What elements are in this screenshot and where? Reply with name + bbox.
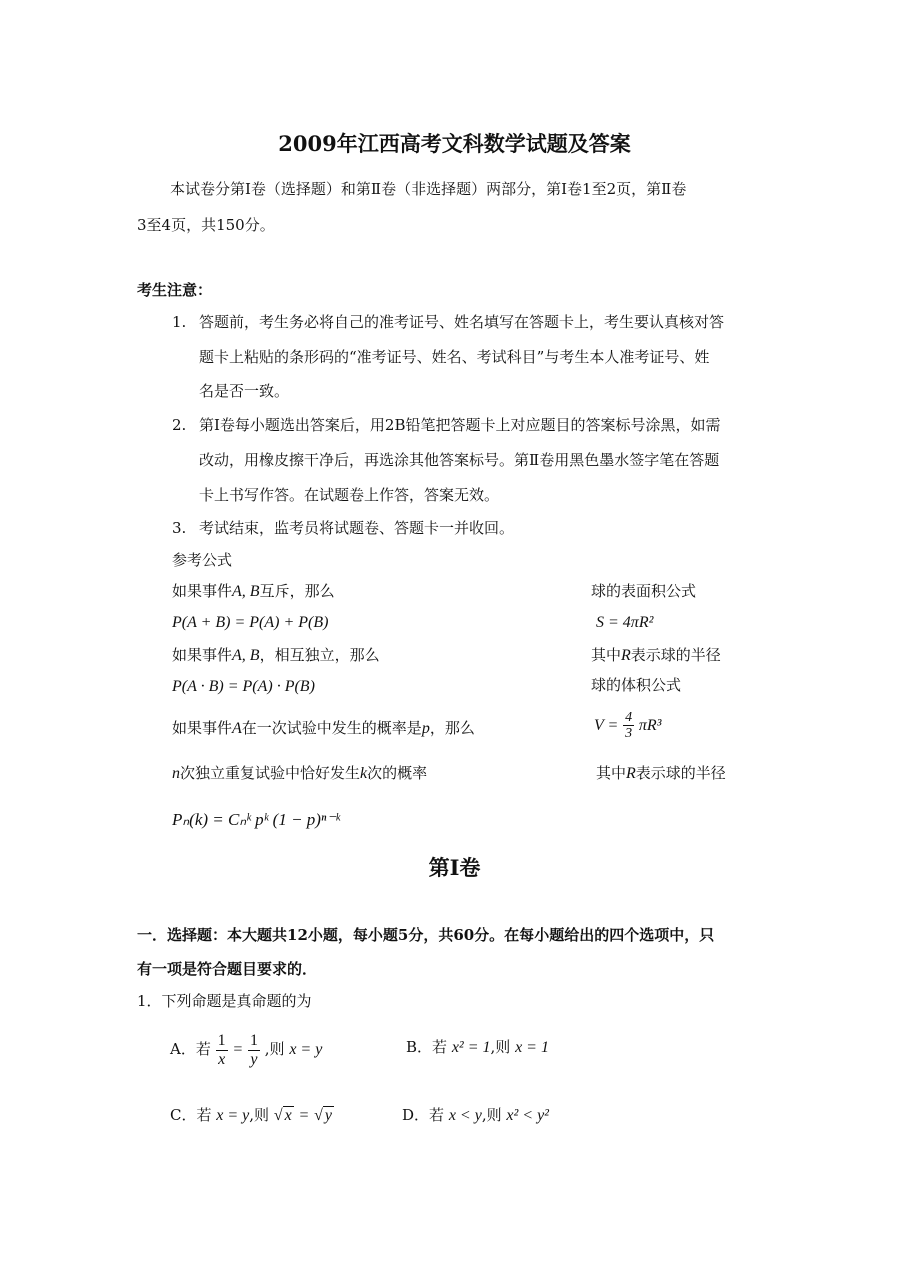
option-a-num-2: 1 (249, 1032, 258, 1049)
option-a-conclusion: x = y (289, 1041, 323, 1059)
part1-line-2: 有一项是符合题目要求的． (137, 960, 318, 978)
intro-line-2: 3至4页，共150分。 (137, 216, 275, 234)
formula-left-1 (172, 584, 335, 600)
note-2-line-1: 第Ⅰ卷每小题选出答案后，用2B铅笔把答题卡上对应题目的答案标号涂黑，如需 (199, 416, 721, 434)
formula-right-3-math: R (621, 647, 631, 664)
formula-right-4: 球的体积公式 (591, 676, 682, 694)
option-a-then: ,则 (264, 1040, 285, 1059)
note-2-line-2: 改动，用橡皮擦干净后，再选涂其他答案标号。第Ⅱ卷用黑色墨水签字笔在答题 (199, 451, 720, 469)
option-d-condition: x < y (448, 1107, 482, 1124)
notice-heading: 考生注意： (137, 281, 213, 299)
note-3-number: 3. (172, 519, 187, 537)
formula-right-3-pre: 其中 (591, 646, 622, 664)
question-1-option-a (170, 1032, 322, 1068)
section-title: 第Ⅰ卷 (428, 855, 481, 880)
intro-line-1: 本试卷分第Ⅰ卷（选择题）和第Ⅱ卷（非选择题）两部分，第Ⅰ卷1至2页，第Ⅱ卷 (170, 180, 687, 198)
note-2-line-3: 卡上书写作答。在试题卷上作答，答案无效。 (199, 486, 500, 504)
formula-volume-lhs: V = (594, 716, 619, 734)
option-c-condition: x = y (216, 1107, 250, 1124)
option-d-label: D．若 (402, 1106, 445, 1124)
note-1-line-3: 名是否一致。 (199, 382, 290, 400)
option-d-then: ,则 (481, 1106, 502, 1124)
question-1-option-b (406, 1040, 549, 1056)
option-a-label: A．若 (170, 1040, 211, 1059)
formula-volume-rhs: πR³ (638, 716, 662, 734)
option-d-conclusion: x² < y² (506, 1107, 549, 1124)
option-c-sqrt-left-radicand: x (284, 1107, 292, 1124)
note-1-line-1: 答题前，考生务必将自己的准考证号、姓名填写在答题卡上，考生要认真核对答 (199, 313, 725, 331)
formula-right-1: 球的表面积公式 (591, 582, 697, 600)
formula-left-6-k: k (360, 765, 368, 782)
note-2-number: 2. (172, 416, 187, 434)
formula-left-1-math: A, B (232, 583, 260, 600)
formula-right-6-math: R (626, 765, 636, 782)
option-a-fraction-2 (248, 1032, 260, 1068)
formula-left-1-post: 互斥，那么 (259, 582, 335, 600)
formula-left-3-pre: 如果事件 (172, 646, 233, 664)
formula-volume-numerator: 4 (625, 710, 633, 725)
formula-left-5 (172, 721, 475, 737)
note-1-line-2: 题卡上粘贴的条形码的“准考证号、姓名、考试科目”与考生本人准考证号、姓 (199, 348, 710, 366)
formulas-heading: 参考公式 (172, 551, 233, 569)
formula-multiplication-rule: P(A · B) = P(A) · P(B) (172, 678, 315, 695)
formula-left-5-a: A (232, 720, 242, 737)
formula-left-3 (172, 648, 380, 664)
option-c-sqrt-right: √ y (314, 1107, 332, 1124)
option-c-then: ,则 (249, 1106, 270, 1124)
formula-left-5-mid: 在一次试验中发生的概率是 (241, 719, 422, 737)
formula-right-3-post: 表示球的半径 (630, 646, 721, 664)
question-1-option-d (402, 1108, 549, 1124)
option-b-condition: x² = 1 (451, 1039, 491, 1056)
option-a-equals: = (232, 1041, 244, 1059)
formula-left-3-post: ，相互独立，那么 (259, 646, 380, 664)
document-title: 2009年江西高考文科数学试题及答案 (278, 131, 631, 156)
formula-left-5-pre: 如果事件 (172, 719, 233, 737)
option-b-then: ,则 (490, 1038, 511, 1056)
formula-sphere-volume (594, 710, 661, 742)
option-a-den-2: y (250, 1050, 258, 1068)
formula-left-1-pre: 如果事件 (172, 582, 233, 600)
formula-left-3-math: A, B (232, 647, 260, 664)
formula-right-6-post: 表示球的半径 (635, 764, 726, 782)
formula-addition-rule: P(A + B) = P(A) + P(B) (172, 614, 329, 631)
option-b-label: B．若 (406, 1038, 448, 1056)
formula-sphere-surface: S = 4πR² (596, 614, 654, 631)
formula-binomial: Pₙ(k) = Cₙᵏ pᵏ (1 − p)ⁿ⁻ᵏ (172, 810, 341, 829)
formula-left-6 (172, 766, 427, 782)
option-b-conclusion: x = 1 (515, 1039, 549, 1056)
option-c-equals: = (298, 1107, 310, 1124)
question-1-option-c (170, 1108, 334, 1124)
option-c-sqrt-left: √ x (273, 1107, 292, 1124)
question-1-stem: 1．下列命题是真命题的为 (137, 992, 312, 1010)
formula-left-5-p: p (421, 720, 430, 737)
note-3-line-1: 考试结束，监考员将试题卷、答题卡一并收回。 (199, 519, 515, 537)
option-c-sqrt-right-radicand: y (324, 1107, 332, 1124)
note-1-number: 1. (172, 313, 187, 331)
option-a-fraction-1 (216, 1032, 228, 1068)
formula-left-6-n: n (172, 765, 180, 782)
formula-left-6-mid: 次独立重复试验中恰好发生 (180, 764, 361, 782)
formula-left-5-post: ，那么 (429, 719, 475, 737)
formula-volume-denominator: 3 (625, 726, 633, 742)
formula-right-6-pre: 其中 (596, 764, 627, 782)
option-c-label: C．若 (170, 1106, 212, 1124)
formula-left-6-post: 次的概率 (367, 764, 428, 782)
formula-right-3 (591, 648, 721, 664)
formula-volume-fraction (623, 710, 634, 742)
option-a-den-1: x (218, 1050, 226, 1068)
part1-line-1: 一．选择题：本大题共12小题，每小题5分，共60分。在每小题给出的四个选项中，只 (137, 926, 715, 944)
formula-right-6 (596, 766, 726, 782)
option-a-num-1: 1 (217, 1032, 226, 1049)
